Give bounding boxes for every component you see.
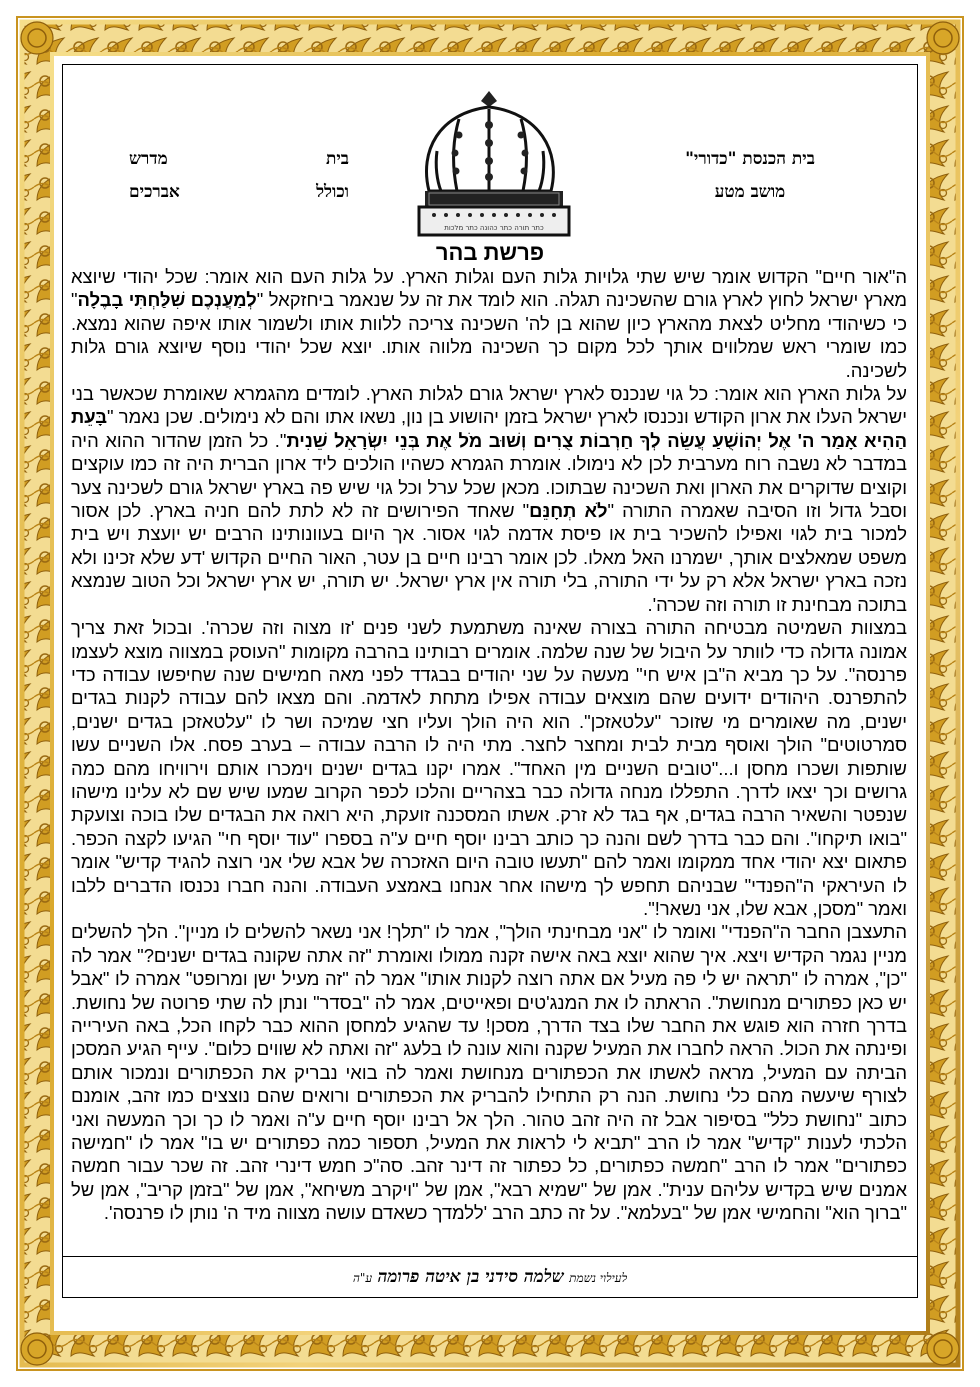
dedication-prefix: לעילוי נשמת: [569, 1271, 628, 1285]
crown-caption: כתר תורה כתר כהונה כתר מלכות: [444, 224, 544, 232]
header: [63, 65, 917, 241]
paragraph-1-text-a: ה"אור חיים" הקדוש אומר שיש שתי גלויות גלות העם וגלות הארץ. על גלות העם הוא אומר: שכל יהודי שיוצא מארץ ישראל לחוץ לארץ גורם שהשכינה תגלה. הוא לומד את זה על שנאמר ביחזקאל ": [71, 266, 908, 311]
paragraph-2-text-a: על גלות הארץ הוא אומר: כל גוי שנכנס לארץ ישראל גורם לגלות הארץ. לומדים מהגמרא שאומרת שכאשר בני ישראל העלו את ארון הקודש ונכנסו לארץ ישראל בזמן יהושוע בן נון, נשאו אתו והם לא נימולים. שכן נאמר ": [71, 383, 907, 428]
dedication-footer: [63, 1256, 917, 1297]
paragraph-3: במצוות השמיטה מבטיחה התורה בצורה שאינה משתמעת לשני פנים 'זו מצוה וזה שכרה'. ובכול זאת צריך אמונה גדולה כדי לוותר על היבול של שנה שלמה. אומרים רבותינו בהרבה מקומות "העוסק במצווה מוצא לעצמו פרנסה". על כך מביא ה"בן איש חי" מעשה על שני יהודים בבגדד לפני מאה חמישים שנה שחיפשו עבודה כדי להתפרנס. היהודים ידועים שהם מוצאים עבודה אפילו מתחת לאדמה. והם מצאו להם עבודה לקנות בגדים ישנים, מה שאומרים מי שזוכר "עלטאזכן". הוא היה הולך ועליו חצי שמיכה ושר לו "עלטאזכן בגדים ישנים, סמרטוטים" הולך ואוסף מבית לבית ומחצר לחצר. מתי היה לו הרבה עבודה – בערב פסח. אלו השניים עשו שותפות ושכרו מחסן ו..."טובים השניים מין האחד". אמרו יקנו בגדים ישנים וימכרו אותם וירוויחו מהם כמה גרושים וכך יצאו לדרך. התפללו מנחה גדולה כבר בצהריים והלכו לכפר הקרוב שמעו שיש שם לא עלינו מישהו שנפטר והשאיר הרבה בגדים, אף בגד לא זרק. אשתו המסכנה זועקת, היא רואה את הבגדים שלו בוכה וצועקת "בואו תיקחו". והם כבר בדרך לשם והנה כך כותב רבינו יוסף חיים ע"ה בספרו "עוד יוסף חי" הגיעו לקצה הכפר. פתאום יצא יהודי אחד ממקומו ואמר להם "תעשו טובה היום האזכרה של אבא שלי אני רוצה להגיד קדיש" אומר לו העיראקי ה"הפנדי" שבניהם תחפש לך מישהו אחר אנחנו באמצע העבודה. והנה חברו נכנסו הדברים ללבו ואמר "מסכן, אבא שלו, אני נשאר!".: [71, 617, 907, 919]
word-kollel: וכולל: [316, 182, 349, 202]
article-body: [63, 265, 917, 1225]
synagogue-name: בית הכנסת "כדורי": [685, 149, 815, 169]
beit-midrash-line2: [129, 176, 349, 209]
word-midrash: מדרש: [129, 149, 168, 169]
paragraph-1-quote: לְמַעֲנְכֶם שִׁלַּחְתִּי בָבֶלָה: [77, 289, 257, 311]
dedication-suffix: ע"ה: [352, 1271, 373, 1285]
paragraph-4: התעצבן החבר ה"הפנדי" ואומר לו "אני מבחינתי הולך", אמר לו "תלך! אני נשאר להשלים לו מניין". הלך להשלים מניין נגמר הקדיש ויצא. איך שהוא יוצא באה אישה זקנה ממולו ואומרת "זה אתה שקונה בגדים ישנים?" אמר לה "כן", אמרה לו "תראה יש לי פה מעיל אם אתה רוצה לקנות אותו" אמר לה "זה מעיל ישן ומרופט" אמרה לו "אבל יש כאן כפתורים מנחושת". הראתה לו את המנג'טים ופאייטים, אמר לה "בסדר" ונתן לה שתי פרוטה של נחושת. בדרך חזרה הוא פוגש את החבר שלו בצד הדרך, מסכן! עד שהגיע למחסן ההוא כבר לקחו הכל, באה העירייה ופינתה את הכול. הראה לחברו את המעיל שקנה והוא עונה לו בלעג "זה ואתה לא שווים כלום". עייף הגיע המסכן הביתה עם המעיל, מראה לאשתו את הכפתורים מנחושת ואמר לה בואי נבריק את הכפתורים ונמכור אותם לצורף שיעשה מהם כלי נחושת. הנה רק התחילו להבריק את הכפתורים ורואים שהם נוצצים כמו זהב, אומנם כתוב "נחושת כלל" בסיפור אבל זה היה זהב טהור. הלך אל רבינו יוסף חיים ע"ה ואמר לו כך וכך המעשה ואני הלכתי לענות "קדיש" אמר לו הרב "תביא לי לראות את המעיל, תספור כמה כפתורים יש בו" אמר לו "חמישה כפתורים" אמר לו הרב "חמשה כפתורים, כל כפתור זה דינר זהב. סה"כ חמש דינרי זהב. זה שכר עבור חמשה אמנים שיש בקדיש עליהם ענית". אמן של "שמיא רבא", אמן של "ויקרב משיחא", אמן של "בזמן קריב", אמן של "ברוך הוא" והחמישי אמן של "בעלמא". על זה כתב הרב 'ללמדך כשאדם עושה מצווה מיד ה' נותן לו פרנסה'.: [71, 921, 907, 1224]
paragraph-2-text-b: ". כל הזמן שהדור ההוא היה במדבר לא נשבה רוח מערבית לכן לא נימולו. אומרת הגמרא כשהיו הולכים ליד ארון הברית היה זה כמו עוקצים וקוצים שדוקרים את הארון ואת השכינה שבתוכו. מכאן שכל ערל וכל גוי שיש פה בארץ ישראל גורם לשכינה צער וסבל גדול וזו הסיבה שאמרה התורה ": [71, 429, 907, 522]
synagogue-name-block: [635, 143, 865, 209]
dedication-name: שלמה סידני בן איטה פרומה: [377, 1267, 564, 1287]
word-avrechim: אברכים: [129, 182, 180, 202]
beit-midrash-line1: [129, 143, 349, 176]
paragraph-1-text-b: " כי כשיהודי מחליט לצאת מהארץ כיון שהוא בן לה' השכינה צריכה ללוות אותו ולשמור אותו איפה שהוא נמצא. כמו שומרי ראש שמלווים אותך לכל מקום כך השכינה מלווה אותו. יוצא שכל יהודי נוסף שיוצא גורם גלות לשכינה.: [71, 289, 907, 381]
paragraph-2-text-c: " שאחד הפירושים זה לא לתת להם חניה בארץ. לכן אסור למכור בית לגוי ואפילו להשכיר בית או פיסת אדמה לגוי אסור. אך היום בעוונותינו הרבים יש יועצת ויש בית משפט שמאלצים אותך, ישמרנו האל מאלו. לכן אומר רבינו חיים בן עטר, האור החיים הקדוש 'דע שלא זכינו ולא נזכה בארץ ישראל אלא רק על ידי התורה, בלי תורה אין ארץ ישראל. יש תורה, יש ארץ ישראל וכל הטוב שנמצא בתוכה מבחינת זו תורה וזה שכרה'.: [71, 500, 907, 615]
location-name: מושב מטע: [714, 182, 786, 202]
beit-midrash-block: [129, 143, 349, 209]
paragraph-2-quote-1: בָּעֵת הַהִיא אָמַר ה' אֶל יְהוֹשֻׁעַ עֲשֵׂה לְךָ חַרְבוֹת צֻרִים וְשׁוּב מֹל אֶת בְּנֵי יִשְׂרָאֵל שֵׁנִית: [71, 406, 907, 451]
paragraph-2-quote-2: לֹא תְחָנֵּם: [529, 500, 608, 522]
word-beit: בית: [325, 149, 349, 169]
document-content: [62, 64, 918, 1298]
paragraph-1: [71, 265, 907, 382]
paragraph-2: [71, 382, 907, 616]
page-title: פרשת בהר: [435, 240, 545, 265]
crown-logo: [389, 91, 599, 241]
